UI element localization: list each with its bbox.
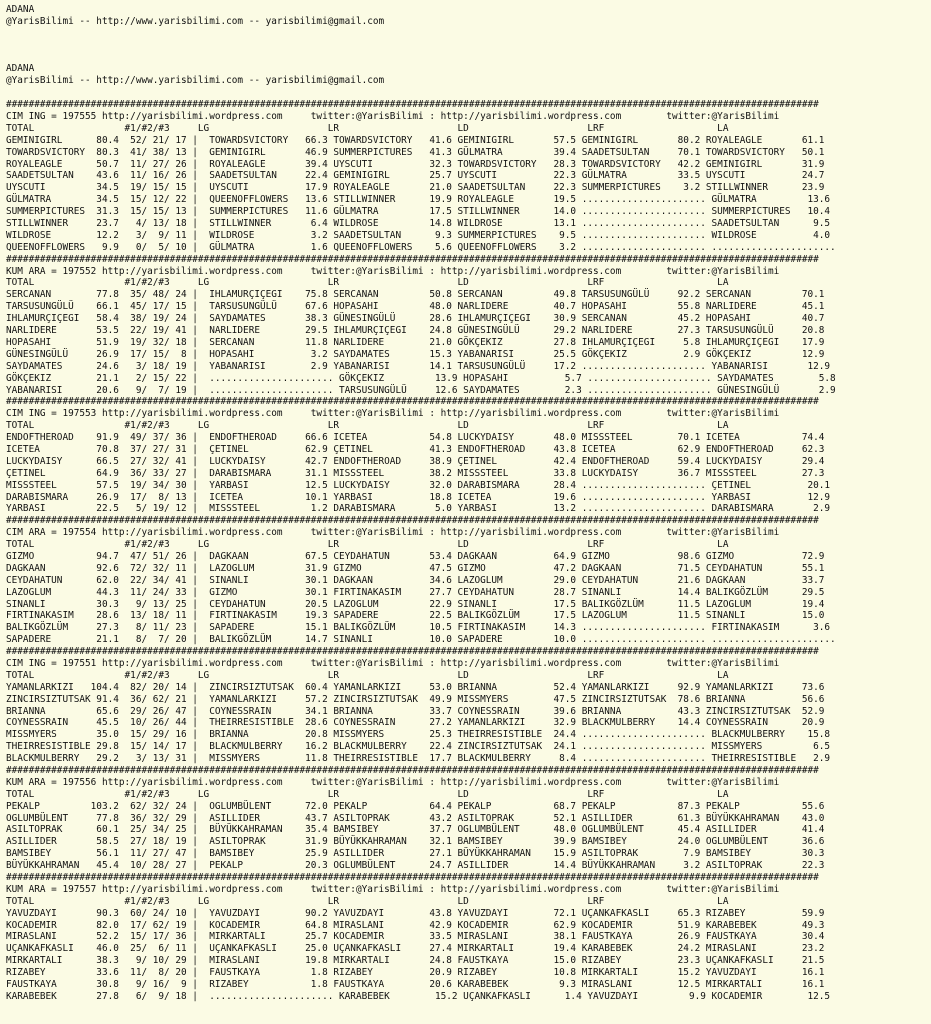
document-line: PEKALP 103.2 62/ 32/ 24 | OGLUMBÜLENT 72.0 PEKALP 64.4 PEKALP 68.7 PEKALP 87.3 PEKALP 55.6 <box>6 800 825 812</box>
document-line: LUCKYDAISY 66.5 27/ 32/ 41 | LUCKYDAISY 42.7 ENDOFTHEROAD 38.9 ÇETINEL 42.4 ENDOFTHEROAD 59.4 LUCKYDAISY 29.4 <box>6 455 825 467</box>
document-line: BÜYÜKKAHRAMAN 45.4 10/ 28/ 27 | PEKALP 20.3 OGLUMBÜLENT 24.7 ASILLIDER 14.4 BÜYÜKKAHRAMAN 3.2 ASILTOPRAK 22.3 <box>6 860 825 872</box>
document-line: TOTAL #1/#2/#3 LG LR LD LRF LA <box>6 669 729 681</box>
document-line: GÜNESINGÜLÜ 26.9 17/ 15/ 8 | HOPASAHI 3.2 SAYDAMATES 15.3 YABANARISI 25.5 GÖKÇEKIZ 2.9 GÖKÇEKIZ 12.9 <box>6 348 825 360</box>
document-line: ################################################################################################################################################ <box>6 765 819 776</box>
document-line: GÖKÇEKIZ 21.1 2/ 15/ 22 | ...................... GÖKÇEKIZ 13.9 HOPASAHI 5.7 ...................... SAYDAMATES 5.8 <box>6 372 836 384</box>
document-line: STILLWINNER 23.7 4/ 13/ 18 | STILLWINNER 6.4 WILDROSE 14.8 WILDROSE 13.1 ...................... SAADETSULTAN 9.5 <box>6 218 831 230</box>
document-line: TOWARDSVICTORY 80.3 41/ 38/ 13 | GEMINIGIRL 46.9 SUMMERPICTURES 41.3 GÜLMATRA 39.4 SAADETSULTAN 70.1 TOWARDSVICTORY 50.1 <box>6 146 825 158</box>
document-line: TOTAL #1/#2/#3 LG LR LD LRF LA <box>6 420 729 432</box>
document-line <box>6 28 931 40</box>
document-line: TOTAL #1/#2/#3 LG LR LD LRF LA <box>6 277 729 289</box>
document-line: ################################################################################################################################################ <box>6 396 819 408</box>
document-line: SAADETSULTAN 43.6 11/ 16/ 26 | SAADETSULTAN 22.4 GEMINIGIRL 25.7 UYSCUTI 22.3 GÜLMATRA 33.5 UYSCUTI 24.7 <box>6 170 825 182</box>
document-line: ROYALEAGLE 50.7 11/ 27/ 26 | ROYALEAGLE 39.4 UYSCUTI 32.3 TOWARDSVICTORY 28.3 TOWARDSVICTORY 42.2 GEMINIGIRL 31.9 <box>6 158 825 170</box>
document-line: ################################################################################################################################################ <box>6 99 819 111</box>
document-line: CIM ARA = 197554 http://yarisbilimi.wordpress.com twitter:@YarisBilimi : http://yarisbilimi.wordpress.com twitter:@YarisBilimi <box>6 527 780 539</box>
document-line: GÜLMATRA 34.5 15/ 12/ 22 | QUEENOFFLOWERS 13.6 STILLWINNER 19.9 ROYALEAGLE 19.5 ...................... GÜLMATRA 13.6 <box>6 194 831 206</box>
document-line: CIM ING = 197551 http://yarisbilimi.wordpress.com twitter:@YarisBilimi : http://yarisbilimi.wordpress.com twitter:@YarisBilimi <box>6 657 780 669</box>
document-line: SERCANAN 77.8 35/ 48/ 24 | IHLAMURÇIÇEGI 75.8 SERCANAN 50.8 SERCANAN 49.8 TARSUSUNGÜLÜ 92.2 SERCANAN 70.1 <box>6 289 825 301</box>
document-line: ################################################################################################################################################ <box>6 872 819 884</box>
document-line: BRIANNA 65.6 29/ 26/ 47 | COYNESSRAIN 34.1 BRIANNA 33.7 COYNESSRAIN 39.6 BRIANNA 43.3 ZINCIRSIZTUTSAK 52.9 <box>6 705 825 717</box>
document-line: KARABEBEK 27.8 6/ 9/ 18 | ...................... KARABEBEK 15.2 UÇANKAFKASLI 1.4 YAVUZDAYI 9.9 KOCADEMIR 12.5 <box>6 990 831 1002</box>
document-line: CIM ING = 197553 http://yarisbilimi.wordpress.com twitter:@YarisBilimi : http://yarisbilimi.wordpress.com twitter:@YarisBilimi <box>6 408 780 420</box>
document-line: KUM ARA = 197552 http://yarisbilimi.wordpress.com twitter:@YarisBilimi : http://yarisbilimi.wordpress.com twitter:@YarisBilimi <box>6 265 780 277</box>
document-line <box>6 52 931 64</box>
document-line: TOTAL #1/#2/#3 LG LR LD LRF LA <box>6 788 729 800</box>
document-line: ZINCIRSIZTUTSAK 91.4 36/ 62/ 21 | YAMANLARKIZI 57.2 ZINCIRSIZTUTSAK 49.9 MISSMYERS 47.5 ZINCIRSIZTUTSAK 78.6 BRIANNA 56.6 <box>6 693 825 705</box>
document-line: THEIRRESISTIBLE 29.8 15/ 14/ 17 | BLACKMULBERRY 16.2 BLACKMULBERRY 22.4 ZINCIRSIZTUTSAK 24.1 ...................... MISSMYERS 6.5 <box>6 741 831 753</box>
document-line: COYNESSRAIN 45.5 10/ 26/ 44 | THEIRRESISTIBLE 28.6 COYNESSRAIN 27.2 YAMANLARKIZI 32.9 BLACKMULBERRY 14.4 COYNESSRAIN 20.9 <box>6 717 825 729</box>
document-line: MISSSTEEL 57.5 19/ 34/ 30 | YARBASI 12.5 LUCKYDAISY 32.0 DARABISMARA 28.4 ...................... ÇETINEL 20.1 <box>6 479 831 491</box>
document-line: BLACKMULBERRY 29.2 3/ 13/ 31 | MISSMYERS 11.8 THEIRRESISTIBLE 17.7 BLACKMULBERRY 8.4 ...................... THEIRRESISTIBLE 2.9 <box>6 753 831 765</box>
document-line: TARSUSUNGÜLÜ 66.1 45/ 17/ 15 | TARSUSUNGÜLÜ 67.6 HOPASAHI 48.0 NARLIDERE 40.7 HOPASAHI 55.8 NARLIDERE 45.1 <box>6 301 825 313</box>
document-line: ################################################################################################################################################ <box>6 515 819 527</box>
document-line: @YarisBilimi -- http://www.yarisbilimi.com -- yarisbilimi@gmail.com <box>6 75 385 87</box>
document-line <box>6 40 931 52</box>
document-line <box>6 87 931 99</box>
document-line: ################################################################################################################################################ <box>6 646 819 658</box>
document-line: NARLIDERE 53.5 22/ 19/ 41 | NARLIDERE 29.5 IHLAMURÇIÇEGI 24.8 GÜNESINGÜLÜ 29.2 NARLIDERE 27.3 TARSUSUNGÜLÜ 20.8 <box>6 325 825 337</box>
document-line: DAGKAAN 92.6 72/ 32/ 11 | LAZOGLUM 31.9 GIZMO 47.5 GIZMO 47.2 DAGKAAN 71.5 CEYDAHATUN 55.1 <box>6 562 825 574</box>
document-line: UYSCUTI 34.5 19/ 15/ 15 | UYSCUTI 17.9 ROYALEAGLE 21.0 SAADETSULTAN 22.3 SUMMERPICTURES 3.2 STILLWINNER 23.9 <box>6 182 825 194</box>
document-line: SAYDAMATES 24.6 3/ 18/ 19 | YABANARISI 2.9 YABANARISI 14.1 TARSUSUNGÜLÜ 17.2 ...................... YABANARISI 12.9 <box>6 360 831 372</box>
document-line: SINANLI 30.3 9/ 13/ 25 | CEYDAHATUN 20.5 LAZOGLUM 22.9 SINANLI 17.5 BALIKGÖZLÜM 11.5 LAZOGLUM 19.4 <box>6 598 825 610</box>
document-line: ICETEA 70.8 37/ 27/ 31 | ÇETINEL 62.9 ÇETINEL 41.3 ENDOFTHEROAD 43.8 ICETEA 62.9 ENDOFTHEROAD 62.3 <box>6 443 825 455</box>
document-line: ADANA <box>6 4 35 15</box>
document-line: OGLUMBÜLENT 77.8 36/ 32/ 29 | ASILLIDER 43.7 ASILTOPRAK 43.2 ASILTOPRAK 52.1 ASILLIDER 61.3 BÜYÜKKAHRAMAN 43.0 <box>6 812 825 824</box>
document-line: MIRKARTALI 38.3 9/ 10/ 29 | MIRASLANI 19.8 MIRKARTALI 24.8 FAUSTKAYA 15.0 RIZABEY 23.3 UÇANKAFKASLI 21.5 <box>6 955 825 967</box>
document-line: LAZOGLUM 44.3 11/ 24/ 33 | GIZMO 30.1 FIRTINAKASIM 27.7 CEYDAHATUN 28.7 SINANLI 14.4 BALIKGÖZLÜM 29.5 <box>6 586 825 598</box>
document-line: ################################################################################################################################################ <box>6 253 819 265</box>
document-line: YAMANLARKIZI 104.4 82/ 20/ 14 | ZINCIRSIZTUTSAK 60.4 YAMANLARKIZI 53.0 BRIANNA 52.4 YAMANLARKIZI 92.9 YAMANLARKIZI 73.6 <box>6 681 825 693</box>
document-line: DARABISMARA 26.9 17/ 8/ 13 | ICETEA 10.1 YARBASI 18.8 ICETEA 19.6 ...................... YARBASI 12.9 <box>6 491 831 503</box>
document-line: YABANARISI 20.6 9/ 7/ 19 | ...................... TARSUSUNGÜLÜ 12.6 SAYDAMATES 2.3 ...................... GÜNESINGÜLÜ 2.9 <box>6 384 836 396</box>
document-line: MIRASLANI 52.2 15/ 17/ 36 | MIRKARTALI 25.7 KOCADEMIR 33.5 MIRASLANI 38.1 FAUSTKAYA 26.9 FAUSTKAYA 30.4 <box>6 931 825 943</box>
document-line: RIZABEY 33.6 11/ 8/ 20 | FAUSTKAYA 1.8 RIZABEY 20.9 RIZABEY 10.8 MIRKARTALI 15.2 YAVUZDAYI 16.1 <box>6 967 825 979</box>
document-line: FIRTINAKASIM 28.6 13/ 18/ 11 | FIRTINAKASIM 19.3 SAPADERE 22.5 BALIKGÖZLÜM 17.5 LAZOGLUM 11.5 SINANLI 15.0 <box>6 610 825 622</box>
document-line: GEMINIGIRL 80.4 52/ 21/ 17 | TOWARDSVICTORY 66.3 TOWARDSVICTORY 41.6 GEMINIGIRL 57.5 GEMINIGIRL 80.2 ROYALEAGLE 61.1 <box>6 134 825 146</box>
document-line: YAVUZDAYI 90.3 60/ 24/ 10 | YAVUZDAYI 90.2 YAVUZDAYI 43.8 YAVUZDAYI 72.1 UÇANKAFKASLI 65.3 RIZABEY 59.9 <box>6 907 825 919</box>
document-body <box>6 4 931 1003</box>
document-line: KOCADEMIR 82.0 17/ 62/ 19 | KOCADEMIR 64.8 MIRASLANI 42.9 KOCADEMIR 62.9 KOCADEMIR 51.9 KARABEBEK 49.3 <box>6 919 825 931</box>
document-line: SAPADERE 21.1 8/ 7/ 20 | BALIKGÖZLÜM 14.7 SINANLI 10.0 SAPADERE 10.0 ...................... ...................... <box>6 634 836 646</box>
document-line: ADANA <box>6 63 35 75</box>
document-line: @YarisBilimi -- http://www.yarisbilimi.com -- yarisbilimi@gmail.com <box>6 15 385 27</box>
document-line: SUMMERPICTURES 31.3 15/ 15/ 13 | SUMMERPICTURES 11.6 GÜLMATRA 17.5 STILLWINNER 14.0 ...................... SUMMERPICTURES 10.4 <box>6 206 831 218</box>
document-line: KUM ARA = 197556 http://yarisbilimi.wordpress.com twitter:@YarisBilimi : http://yarisbilimi.wordpress.com twitter:@YarisBilimi <box>6 776 780 788</box>
document-line: CEYDAHATUN 62.0 22/ 34/ 41 | SINANLI 30.1 DAGKAAN 34.6 LAZOGLUM 29.0 CEYDAHATUN 21.6 DAGKAAN 33.7 <box>6 574 825 586</box>
document-line: ENDOFTHEROAD 91.9 49/ 37/ 36 | ENDOFTHEROAD 66.6 ICETEA 54.8 LUCKYDAISY 48.0 MISSSTEEL 70.1 ICETEA 74.4 <box>6 432 825 444</box>
document-line: ÇETINEL 64.9 36/ 33/ 27 | DARABISMARA 31.1 MISSSTEEL 38.2 MISSSTEEL 33.8 LUCKYDAISY 36.7 MISSSTEEL 27.3 <box>6 467 825 479</box>
document-line: TOTAL #1/#2/#3 LG LR LD LRF LA <box>6 122 729 134</box>
document-line: TOTAL #1/#2/#3 LG LR LD LRF LA <box>6 539 729 551</box>
document-line: WILDROSE 12.2 3/ 9/ 11 | WILDROSE 3.2 SAADETSULTAN 9.3 SUMMERPICTURES 9.5 ...................... WILDROSE 4.0 <box>6 229 831 241</box>
document-line: UÇANKAFKASLI 46.0 25/ 6/ 11 | UÇANKAFKASLI 25.0 UÇANKAFKASLI 27.4 MIRKARTALI 19.4 KARABEBEK 24.2 MIRASLANI 23.2 <box>6 943 825 955</box>
document-line: MISSMYERS 35.0 15/ 29/ 16 | BRIANNA 20.8 MISSMYERS 25.3 THEIRRESISTIBLE 24.4 ...................... BLACKMULBERRY 15.8 <box>6 729 831 741</box>
document-line: QUEENOFFLOWERS 9.9 0/ 5/ 10 | GÜLMATRA 1.6 QUEENOFFLOWERS 5.6 QUEENOFFLOWERS 3.2 ...................... ...................... <box>6 241 836 253</box>
document-line: CIM ING = 197555 http://yarisbilimi.wordpress.com twitter:@YarisBilimi : http://yarisbilimi.wordpress.com twitter:@YarisBilimi <box>6 111 780 123</box>
document-line: TOTAL #1/#2/#3 LG LR LD LRF LA <box>6 895 729 907</box>
document-line: FAUSTKAYA 30.8 9/ 16/ 9 | RIZABEY 1.8 FAUSTKAYA 20.6 KARABEBEK 9.3 MIRASLANI 12.5 MIRKARTALI 16.1 <box>6 979 825 991</box>
document-line: IHLAMURÇIÇEGI 58.4 38/ 19/ 24 | SAYDAMATES 38.3 GÜNESINGÜLÜ 28.6 IHLAMURÇIÇEGI 30.9 SERCANAN 45.2 HOPASAHI 40.7 <box>6 313 825 325</box>
document-line: HOPASAHI 51.9 19/ 32/ 18 | SERCANAN 11.8 NARLIDERE 21.0 GÖKÇEKIZ 27.8 IHLAMURÇIÇEGI 5.8 IHLAMURÇIÇEGI 17.9 <box>6 336 825 348</box>
document-line: BAMSIBEY 56.1 11/ 27/ 47 | BAMSIBEY 25.9 ASILLIDER 27.1 BÜYÜKKAHRAMAN 15.9 ASILTOPRAK 7.9 BAMSIBEY 30.3 <box>6 848 825 860</box>
document-line: GIZMO 94.7 47/ 51/ 26 | DAGKAAN 67.5 CEYDAHATUN 53.4 DAGKAAN 64.9 GIZMO 98.6 GIZMO 72.9 <box>6 550 825 562</box>
document-line: ASILLIDER 58.5 27/ 18/ 19 | ASILTOPRAK 31.9 BÜYÜKKAHRAMAN 32.1 BAMSIBEY 39.9 BAMSIBEY 24.0 OGLUMBÜLENT 36.6 <box>6 836 825 848</box>
document-line: BALIKGÖZLÜM 27.3 8/ 11/ 23 | SAPADERE 15.1 BALIKGÖZLÜM 10.5 FIRTINAKASIM 14.3 ...................... FIRTINAKASIM 3.6 <box>6 622 831 634</box>
document-line: YARBASI 22.5 5/ 19/ 12 | MISSSTEEL 1.2 DARABISMARA 5.0 YARBASI 13.2 ...................... DARABISMARA 2.9 <box>6 503 831 515</box>
document-line: KUM ARA = 197557 http://yarisbilimi.wordpress.com twitter:@YarisBilimi : http://yarisbilimi.wordpress.com twitter:@YarisBilimi <box>6 883 780 895</box>
document-line: ASILTOPRAK 60.1 25/ 34/ 25 | BÜYÜKKAHRAMAN 35.4 BAMSIBEY 37.7 OGLUMBÜLENT 48.0 OGLUMBÜLENT 45.4 ASILLIDER 41.4 <box>6 824 825 836</box>
